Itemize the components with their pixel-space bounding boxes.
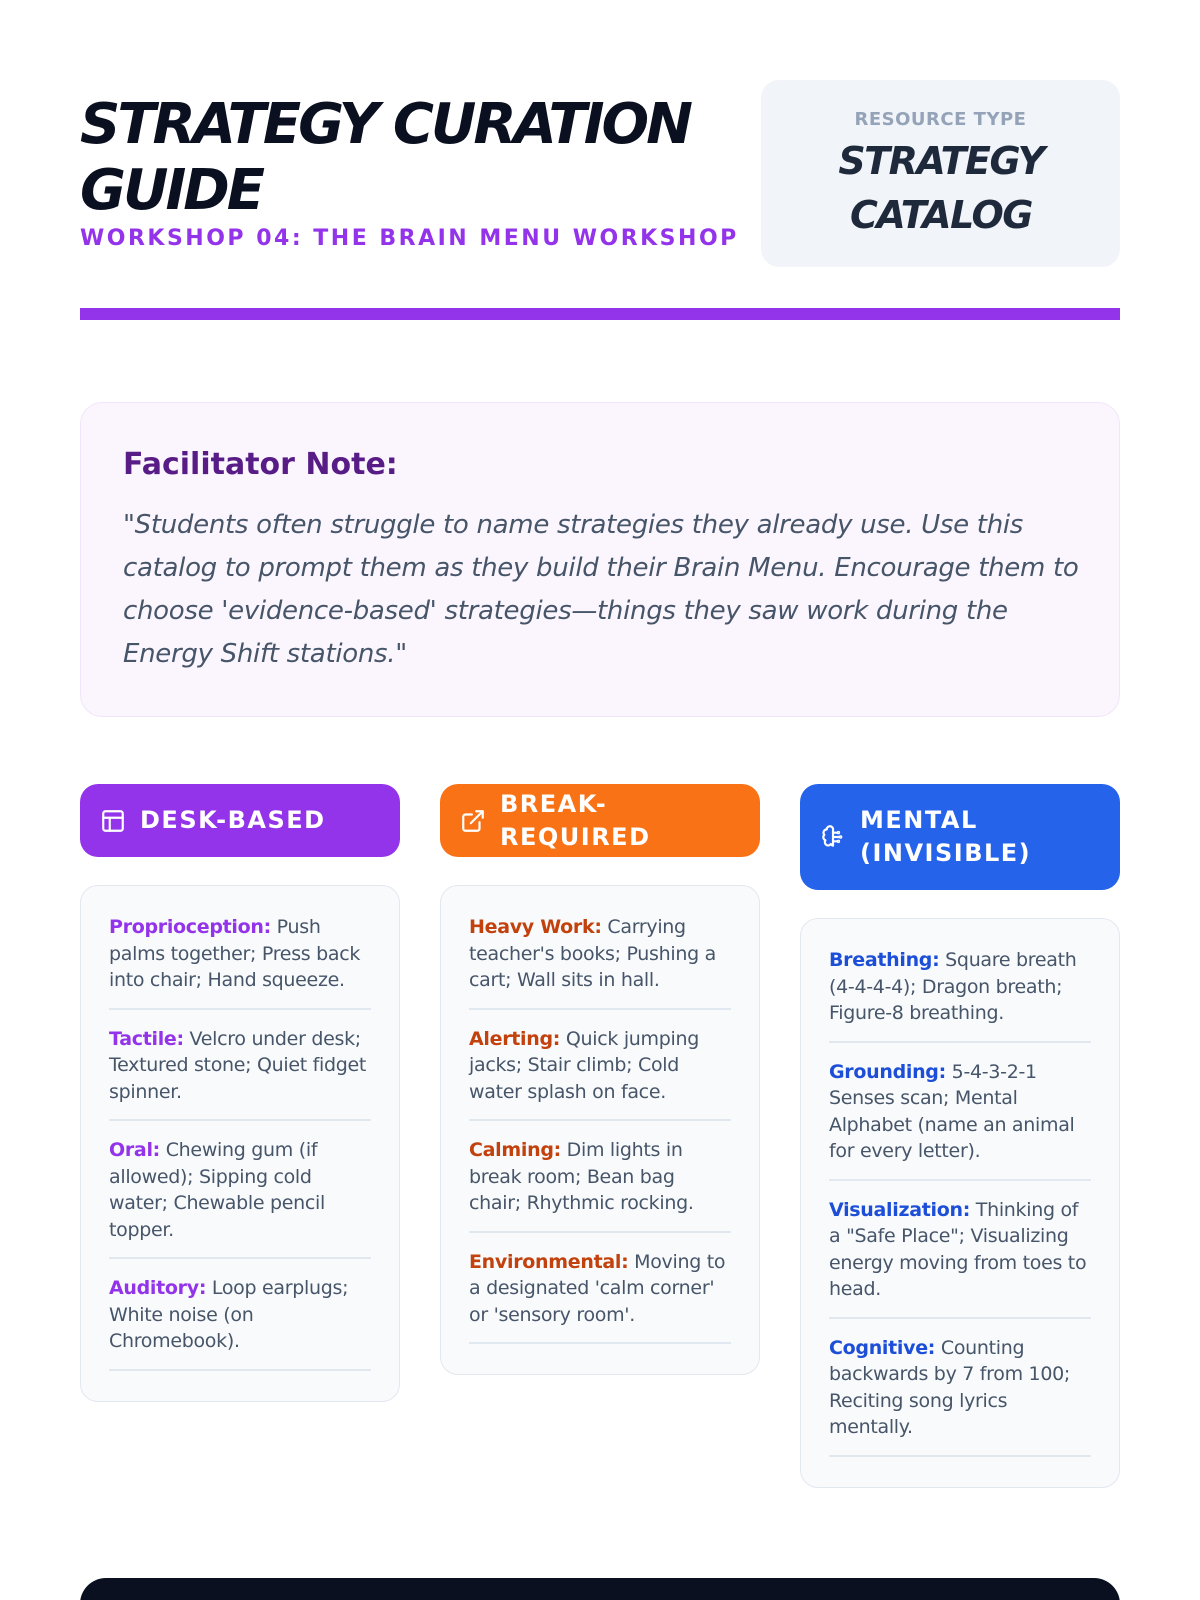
strategy-label: Calming: (469, 1139, 561, 1161)
strategy-text: Counting backwards by 7 from 100; Reciting song lyrics mentally. (829, 1336, 1071, 1438)
resource-type-box (761, 80, 1120, 267)
resource-type-value: STRATEGY CATALOG (838, 139, 1044, 237)
strategy-text: Chewing gum (if allowed); Sipping cold water; Chewable pencil topper. (109, 1139, 326, 1241)
footer-bar (80, 1578, 1120, 1600)
strategy-label: Heavy Work: (469, 916, 602, 938)
header-divider (80, 308, 1120, 320)
facilitator-note (80, 402, 1120, 717)
strategy-label: Environmental: (469, 1250, 629, 1273)
strategy-card (800, 918, 1120, 1488)
strategy-item (829, 1059, 1091, 1181)
strategy-label: Grounding: (829, 1060, 946, 1083)
strategy-text: Square breath (4-4-4-4); Dragon breath; Figure-8 breathing. (829, 949, 1077, 1024)
brain-icon (820, 824, 846, 850)
strategy-text: Dim lights in break room; Bean bag chair; Rhythmic rocking. (469, 1139, 694, 1214)
strategy-item (109, 1137, 371, 1259)
strategy-card (80, 885, 400, 1402)
strategy-label: Auditory: (109, 1277, 207, 1299)
page-title: STRATEGY CURATION GUIDE (80, 92, 691, 223)
strategy-label: Proprioception: (109, 916, 271, 938)
strategy-label: Alerting: (469, 1027, 561, 1050)
column-header-break-required (440, 784, 760, 857)
strategy-item (109, 914, 371, 1010)
strategy-text: Loop earplugs; White noise (on Chromebook). (109, 1277, 349, 1352)
column-header-mental-invisible (800, 784, 1120, 890)
strategy-item (469, 1137, 731, 1233)
strategy-item (469, 1249, 731, 1345)
header (80, 80, 1120, 270)
strategy-text: Moving to a designated 'calm corner' or 'sensory room'. (469, 1250, 726, 1326)
strategy-card (440, 885, 760, 1375)
strategy-label: Oral: (109, 1139, 160, 1161)
strategy-label: Cognitive: (829, 1336, 936, 1359)
strategy-text: 5-4-3-2-1 Senses scan; Mental Alphabet (name an animal for every letter). (829, 1060, 1075, 1162)
strategy-item (829, 1197, 1091, 1319)
strategy-text: Push palms together; Press back into chair; Hand squeeze. (109, 916, 361, 991)
layout-icon (100, 808, 126, 834)
column-desk-based (80, 784, 400, 1402)
strategy-item (829, 1335, 1091, 1457)
resource-type-label: RESOURCE TYPE (854, 109, 1027, 130)
column-break-required (440, 784, 760, 1375)
facilitator-note-title: Facilitator Note: (123, 447, 398, 482)
strategy-item (109, 1026, 371, 1122)
strategy-label: Tactile: (109, 1027, 184, 1050)
column-header-desk-based (80, 784, 400, 857)
strategy-label: Breathing: (829, 949, 940, 971)
strategy-item (469, 1026, 731, 1122)
column-heading: MENTAL (INVISIBLE) (860, 806, 1032, 867)
strategy-text: Velcro under desk; Textured stone; Quiet fidget spinner. (109, 1027, 367, 1103)
strategy-text: Carrying teacher's books; Pushing a cart; Wall sits in hall. (469, 916, 716, 991)
strategy-item (109, 1275, 371, 1371)
facilitator-note-body: "Students often struggle to name strategies they already use. Use this catalog to prompt them as they build their Brain Menu. Encourage them to choose 'evidence-based' strategies—things they saw work during the Energy Shift stations." (123, 510, 1079, 669)
strategy-text: Quick jumping jacks; Stair climb; Cold water splash on face. (469, 1027, 699, 1103)
strategy-item (469, 914, 731, 1010)
page-subtitle: WORKSHOP 04: THE BRAIN MENU WORKSHOP (80, 226, 739, 251)
external-link-icon (460, 808, 486, 834)
page (80, 0, 1120, 1600)
column-mental-invisible (800, 784, 1120, 1488)
strategy-label: Visualization: (829, 1198, 971, 1221)
strategy-text: Thinking of a "Safe Place"; Visualizing energy moving from toes to head. (829, 1198, 1087, 1300)
column-heading: DESK-BASED (140, 806, 326, 834)
strategy-item (829, 947, 1091, 1043)
column-heading: BREAK-REQUIRED (500, 789, 651, 851)
